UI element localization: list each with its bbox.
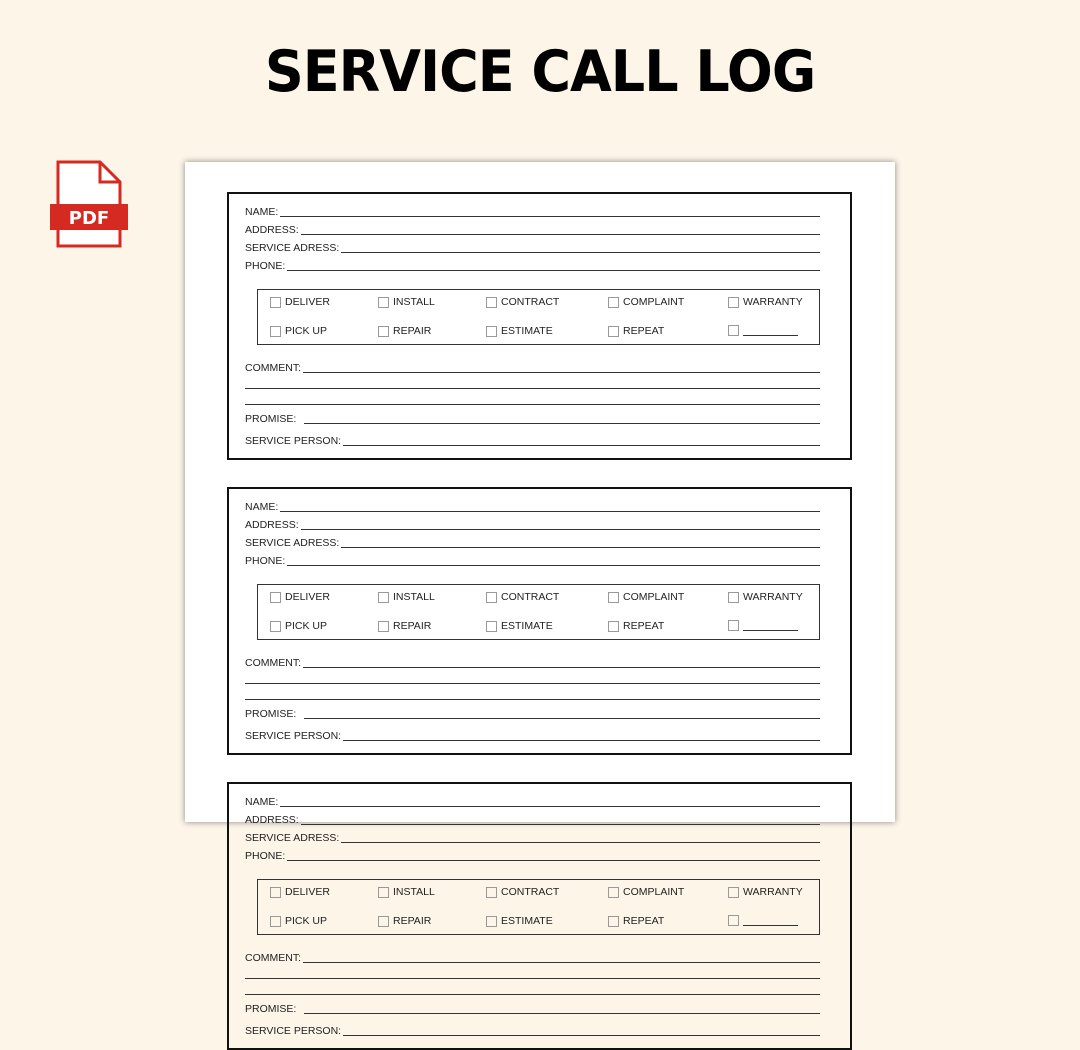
service-address-line[interactable] — [341, 842, 820, 843]
pick-up-option[interactable] — [270, 915, 327, 927]
service-person-field[interactable] — [245, 433, 820, 447]
phone-line[interactable] — [287, 565, 820, 566]
phone-field[interactable] — [245, 848, 820, 862]
service-person-field[interactable] — [245, 728, 820, 742]
name-line[interactable] — [280, 511, 820, 512]
call-type-checklist — [257, 879, 820, 935]
phone-field[interactable] — [245, 553, 820, 567]
deliver-checkbox[interactable] — [270, 592, 281, 603]
service-person-line[interactable] — [343, 445, 820, 446]
deliver-label: DELIVER — [285, 591, 330, 603]
estimate-option[interactable] — [486, 620, 553, 632]
other-blank-line[interactable] — [743, 621, 798, 631]
phone-line[interactable] — [287, 270, 820, 271]
service-address-label: SERVICE ADRESS: — [245, 537, 340, 549]
pick-up-option[interactable] — [270, 620, 327, 632]
service-person-line[interactable] — [343, 1035, 820, 1036]
address-line[interactable] — [301, 824, 820, 825]
pick-up-label: PICK UP — [285, 915, 328, 927]
deliver-checkbox[interactable] — [270, 297, 281, 308]
repair-checkbox[interactable] — [378, 916, 389, 927]
pick-up-checkbox[interactable] — [270, 621, 281, 632]
install-option[interactable] — [378, 296, 435, 308]
other-option[interactable] — [728, 915, 798, 926]
repair-checkbox[interactable] — [378, 621, 389, 632]
deliver-option[interactable] — [270, 296, 330, 308]
complaint-option[interactable] — [608, 296, 684, 308]
comment-line-2[interactable] — [245, 388, 820, 389]
estimate-checkbox[interactable] — [486, 916, 497, 927]
warranty-label: WARRANTY — [743, 591, 803, 603]
service-person-label: SERVICE PERSON: — [245, 730, 342, 742]
warranty-checkbox[interactable] — [728, 297, 739, 308]
service-person-line[interactable] — [343, 740, 820, 741]
pick-up-checkbox[interactable] — [270, 916, 281, 927]
repeat-checkbox[interactable] — [608, 621, 619, 632]
deliver-option[interactable] — [270, 886, 330, 898]
complaint-option[interactable] — [608, 886, 684, 898]
service-address-field[interactable] — [245, 830, 820, 844]
phone-label: PHONE: — [245, 260, 286, 272]
promise-field[interactable] — [245, 411, 820, 425]
deliver-label: DELIVER — [285, 296, 330, 308]
contract-label: CONTRACT — [501, 296, 560, 308]
phone-line[interactable] — [287, 860, 820, 861]
other-option[interactable] — [728, 620, 798, 631]
address-label: ADDRESS: — [245, 224, 299, 236]
service-person-label: SERVICE PERSON: — [245, 1025, 342, 1037]
install-label: INSTALL — [393, 886, 435, 898]
estimate-label: ESTIMATE — [501, 325, 553, 337]
install-checkbox[interactable] — [378, 592, 389, 603]
warranty-checkbox[interactable] — [728, 592, 739, 603]
name-line[interactable] — [280, 216, 820, 217]
comment-line-3[interactable] — [245, 404, 820, 405]
complaint-checkbox[interactable] — [608, 887, 619, 898]
install-checkbox[interactable] — [378, 297, 389, 308]
service-call-form-2 — [227, 487, 852, 755]
repeat-option[interactable] — [608, 325, 664, 337]
service-address-field[interactable] — [245, 535, 820, 549]
repeat-option[interactable] — [608, 620, 664, 632]
comment-label: COMMENT: — [245, 657, 301, 669]
other-blank-line[interactable] — [743, 326, 798, 336]
complaint-checkbox[interactable] — [608, 592, 619, 603]
warranty-label: WARRANTY — [743, 886, 803, 898]
repeat-label: REPEAT — [623, 325, 665, 337]
name-field[interactable] — [245, 204, 820, 218]
comment-line-3[interactable] — [245, 699, 820, 700]
service-address-line[interactable] — [341, 252, 820, 253]
promise-line[interactable] — [304, 1013, 820, 1014]
form-sheet — [185, 162, 895, 1037]
estimate-option[interactable] — [486, 325, 553, 337]
estimate-checkbox[interactable] — [486, 621, 497, 632]
call-type-checklist — [257, 584, 820, 640]
warranty-label: WARRANTY — [743, 296, 803, 308]
promise-field[interactable] — [245, 1001, 820, 1015]
other-checkbox[interactable] — [728, 915, 739, 926]
pick-up-label: PICK UP — [285, 325, 328, 337]
address-field[interactable] — [245, 222, 820, 236]
comment-field[interactable] — [245, 655, 820, 669]
service-call-form-3 — [227, 782, 852, 1050]
repeat-checkbox[interactable] — [608, 916, 619, 927]
estimate-option[interactable] — [486, 915, 553, 927]
repair-option[interactable] — [378, 325, 431, 337]
other-checkbox[interactable] — [728, 325, 739, 336]
pick-up-label: PICK UP — [285, 620, 328, 632]
service-address-label: SERVICE ADRESS: — [245, 832, 340, 844]
repair-label: REPAIR — [393, 915, 432, 927]
estimate-label: ESTIMATE — [501, 915, 553, 927]
warranty-option[interactable] — [728, 886, 803, 898]
comment-line[interactable] — [303, 372, 820, 373]
phone-field[interactable] — [245, 258, 820, 272]
promise-line[interactable] — [304, 718, 820, 719]
comment-line[interactable] — [303, 667, 820, 668]
install-option[interactable] — [378, 886, 435, 898]
promise-label: PROMISE: — [245, 708, 297, 720]
install-label: INSTALL — [393, 296, 435, 308]
service-address-field[interactable] — [245, 240, 820, 254]
other-blank-line[interactable] — [743, 916, 798, 926]
phone-label: PHONE: — [245, 850, 286, 862]
install-checkbox[interactable] — [378, 887, 389, 898]
address-field[interactable] — [245, 517, 820, 531]
complaint-label: COMPLAINT — [623, 591, 685, 603]
name-label: NAME: — [245, 501, 279, 513]
contract-label: CONTRACT — [501, 591, 560, 603]
estimate-label: ESTIMATE — [501, 620, 553, 632]
address-line[interactable] — [301, 234, 820, 235]
comment-label: COMMENT: — [245, 952, 301, 964]
service-address-line[interactable] — [341, 547, 820, 548]
deliver-label: DELIVER — [285, 886, 330, 898]
service-person-field[interactable] — [245, 1023, 820, 1037]
install-option[interactable] — [378, 591, 435, 603]
address-field[interactable] — [245, 812, 820, 826]
repair-option[interactable] — [378, 915, 431, 927]
comment-line[interactable] — [303, 962, 820, 963]
comment-line-2[interactable] — [245, 978, 820, 979]
deliver-option[interactable] — [270, 591, 330, 603]
name-line[interactable] — [280, 806, 820, 807]
name-label: NAME: — [245, 796, 279, 808]
repair-label: REPAIR — [393, 620, 432, 632]
complaint-checkbox[interactable] — [608, 297, 619, 308]
contract-checkbox[interactable] — [486, 887, 497, 898]
contract-option[interactable] — [486, 591, 559, 603]
complaint-label: COMPLAINT — [623, 296, 685, 308]
deliver-checkbox[interactable] — [270, 887, 281, 898]
pdf-badge-text: PDF — [68, 208, 110, 229]
repeat-option[interactable] — [608, 915, 664, 927]
address-label: ADDRESS: — [245, 814, 299, 826]
repair-checkbox[interactable] — [378, 326, 389, 337]
address-label: ADDRESS: — [245, 519, 299, 531]
comment-field[interactable] — [245, 950, 820, 964]
repair-option[interactable] — [378, 620, 431, 632]
comment-line-2[interactable] — [245, 683, 820, 684]
address-line[interactable] — [301, 529, 820, 530]
contract-checkbox[interactable] — [486, 592, 497, 603]
promise-line[interactable] — [304, 423, 820, 424]
install-label: INSTALL — [393, 591, 435, 603]
promise-label: PROMISE: — [245, 1003, 297, 1015]
warranty-option[interactable] — [728, 296, 803, 308]
comment-field[interactable] — [245, 360, 820, 374]
name-field[interactable] — [245, 794, 820, 808]
repeat-checkbox[interactable] — [608, 326, 619, 337]
repeat-label: REPEAT — [623, 915, 665, 927]
service-address-label: SERVICE ADRESS: — [245, 242, 340, 254]
comment-label: COMMENT: — [245, 362, 301, 374]
name-label: NAME: — [245, 206, 279, 218]
contract-option[interactable] — [486, 296, 559, 308]
phone-label: PHONE: — [245, 555, 286, 567]
pdf-file-icon — [48, 160, 130, 248]
call-type-checklist — [257, 289, 820, 345]
warranty-option[interactable] — [728, 591, 803, 603]
contract-option[interactable] — [486, 886, 559, 898]
comment-line-3[interactable] — [245, 994, 820, 995]
promise-field[interactable] — [245, 706, 820, 720]
other-option[interactable] — [728, 325, 798, 336]
repeat-label: REPEAT — [623, 620, 665, 632]
repair-label: REPAIR — [393, 325, 432, 337]
other-checkbox[interactable] — [728, 620, 739, 631]
service-call-form-1 — [227, 192, 852, 460]
estimate-checkbox[interactable] — [486, 326, 497, 337]
pick-up-checkbox[interactable] — [270, 326, 281, 337]
name-field[interactable] — [245, 499, 820, 513]
pick-up-option[interactable] — [270, 325, 327, 337]
complaint-option[interactable] — [608, 591, 684, 603]
warranty-checkbox[interactable] — [728, 887, 739, 898]
contract-label: CONTRACT — [501, 886, 560, 898]
promise-label: PROMISE: — [245, 413, 297, 425]
page-title: SERVICE CALL LOG — [264, 38, 816, 105]
contract-checkbox[interactable] — [486, 297, 497, 308]
complaint-label: COMPLAINT — [623, 886, 685, 898]
service-person-label: SERVICE PERSON: — [245, 435, 342, 447]
